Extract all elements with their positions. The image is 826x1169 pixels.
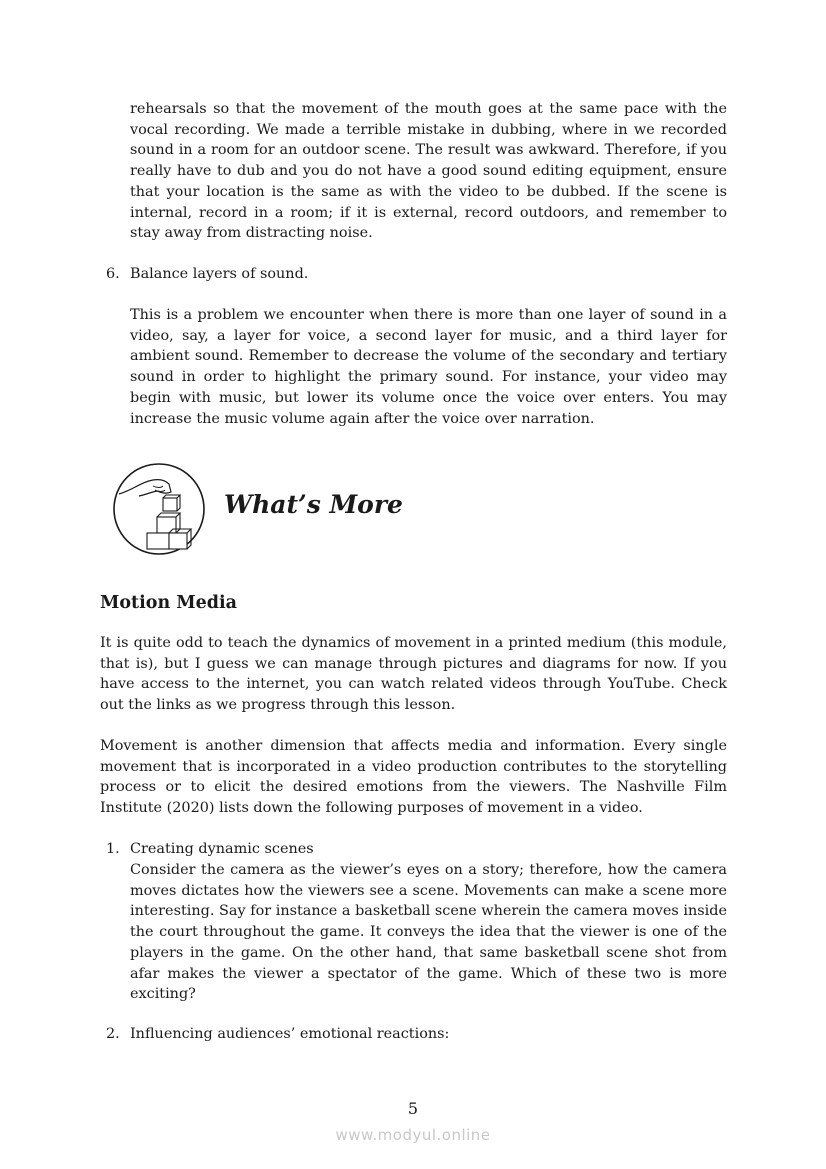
list-item-body: Consider the camera as the viewer’s eyes on a story; therefore, how the camera moves dictates how the viewers see a scene. Movements can make a scene more interesting. Say for instance a basketball scene wherein the camera moves inside the court throughout the game. It conveys the idea that the viewer is one of the players in the game. On the other hand, that same basketball scene shot from afar makes the viewer a spectator of the game. Which of these two is more exciting? (130, 862, 727, 1003)
motion-media-paragraph-2: Movement is another dimension that affects media and information. Every single movement that is incorporated in a video production contributes to the storytelling process or to elicit the desired emotions from the viewers. The Nashville Film Institute (2020) lists down the following purposes of movement in a video. (100, 738, 727, 817)
page-number: 5 (407, 1099, 419, 1118)
list-item-number: 1. (106, 841, 120, 857)
watermark: www.modyul.online (335, 1126, 491, 1144)
list-item-title: Influencing audiences’ emotional reactions: (130, 1026, 450, 1042)
section-heading: Motion Media (100, 593, 237, 613)
section-title: What’s More (224, 490, 403, 519)
motion-media-paragraph-1: It is quite odd to teach the dynamics of movement in a printed medium (this module, that is), but I guess we can manage through pictures and diagrams for now. If you have access to the internet, you can watch related videos through YouTube. Check out the links as we progress through this lesson. (100, 635, 727, 714)
list-item-title: Creating dynamic scenes (130, 841, 314, 857)
item6-body: This is a problem we encounter when there is more than one layer of sound in a video, say, a layer for voice, a second layer for music, and a third layer for ambient sound. Remember to decrease the volume of the secondary and tertiary sound in order to highlight the primary sound. For instance, your video may begin with music, but lower its volume once the voice over enters. You may increase the music volume again after the voice over narration. (130, 307, 727, 427)
intro-paragraph: rehearsals so that the movement of the mouth goes at the same pace with the vocal recording. We made a terrible mistake in dubbing, where in we recorded sound in a room for an outdoor scene. The result was awkward. Therefore, if you really have to dub and you do not have a good sound editing equipment, ensure that your location is the same as with the video to be dubbed. If the scene is internal, record in a room; if it is external, record outdoors, and remember to stay away from distracting noise. (130, 101, 727, 242)
list-item-title: Balance layers of sound. (130, 266, 309, 282)
list-item-number: 6. (106, 266, 120, 282)
hand-stacking-blocks-icon (111, 462, 207, 556)
list-item-number: 2. (106, 1026, 120, 1042)
